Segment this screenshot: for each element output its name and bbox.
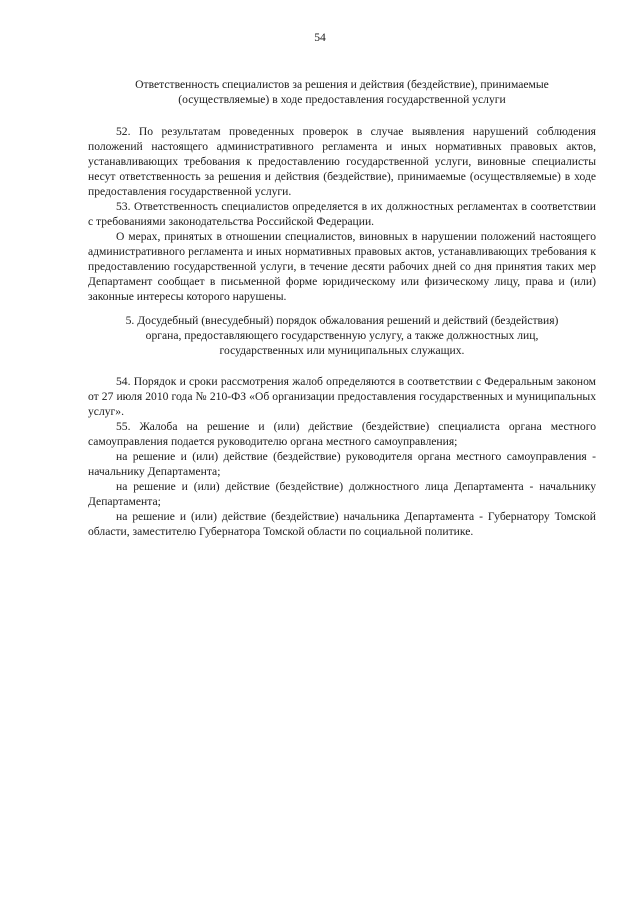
- paragraph-appeal-official: на решение и (или) действие (бездействие) должностного лица Департамента - начальнику Департамента;: [88, 480, 596, 508]
- section-heading-responsibility: [88, 77, 596, 107]
- paragraph-measures: О мерах, принятых в отношении специалистов, виновных в нарушении положений настоящего административного регламента и иных нормативных правовых актов, устанавливающих требования к предоставлению государственной услуги, в течение десяти рабочих дней со дня принятия таких мер Департамент сообщает в письменной форме юридическому или физическому лицу, права и (или) законные интересы которого нарушены.: [88, 230, 596, 303]
- section-appeal-body: [88, 374, 596, 539]
- heading-line: Ответственность специалистов за решения и действия (бездействие), принимаемые: [135, 78, 549, 91]
- page-number: 54: [314, 31, 326, 44]
- heading-line: органа, предоставляющего государственную услугу, а также должностных лиц,: [145, 329, 539, 342]
- section-responsibility-body: [88, 124, 596, 304]
- paragraph-53: 53. Ответственность специалистов определяется в их должностных регламентах в соответствии с требованиями законодательства Российской Федерации.: [88, 200, 596, 228]
- paragraph-54: 54. Порядок и сроки рассмотрения жалоб определяются в соответствии с Федеральным законом от 27 июля 2010 года № 210-ФЗ «Об организации предоставления государственных и муниципальных услуг».: [88, 375, 596, 418]
- section-heading-appeal: [88, 313, 596, 358]
- heading-line: государственных или муниципальных служащих.: [219, 344, 465, 357]
- heading-line: 5. Досудебный (внесудебный) порядок обжалования решений и действий (бездействия): [125, 314, 559, 327]
- paragraph-52: 52. По результатам проведенных проверок в случае выявления нарушений соблюдения положений настоящего административного регламента и иных нормативных правовых актов, устанавливающих требования к предоставлению государственной услуги, виновные специалисты несут ответственность за решения и действия (бездействие), принимаемые (осуществляемые) в ходе предоставления государственной услуги.: [88, 125, 596, 198]
- heading-line: (осуществляемые) в ходе предоставления государственной услуги: [178, 93, 506, 106]
- paragraph-appeal-head: на решение и (или) действие (бездействие) руководителя органа местного самоуправления - начальнику Департамента;: [88, 450, 596, 478]
- paragraph-appeal-governor: на решение и (или) действие (бездействие) начальника Департамента - Губернатору Томской области, заместителю Губернатора Томской области по социальной политике.: [88, 510, 596, 538]
- paragraph-55: 55. Жалоба на решение и (или) действие (бездействие) специалиста органа местного самоуправления подается руководителю органа местного самоуправления;: [88, 420, 596, 448]
